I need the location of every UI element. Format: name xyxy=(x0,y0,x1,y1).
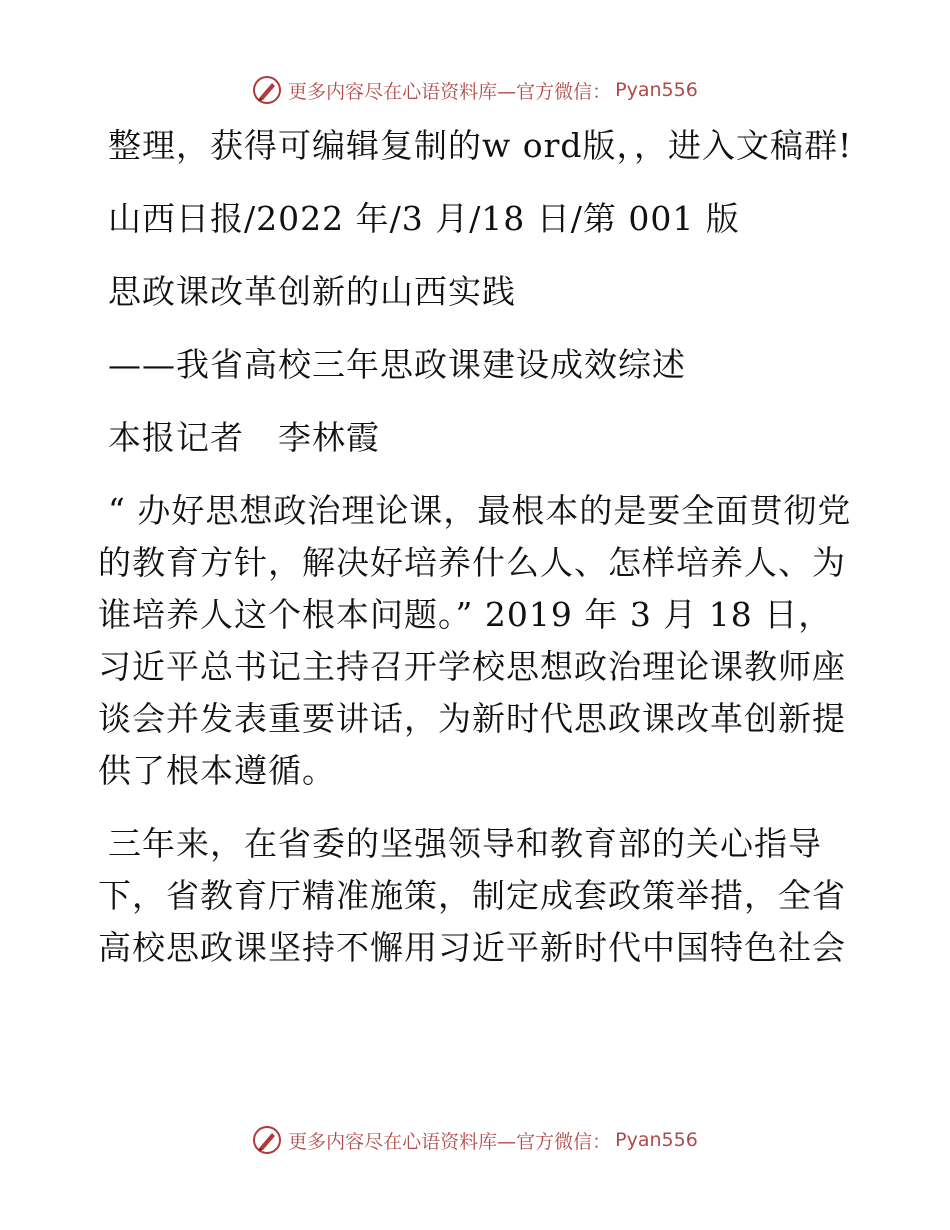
paragraph-quote: “ 办好思想政治理论课，最根本的是要全面贯彻党的教育方针，解决好培养什么人、怎样培养人、为谁培养人这个根本问题。” 2019 年 3 月 18 日，习近平总书记主持召开学校思想政治理论课教师座谈会并发表重要讲话，为新时代思政课改革创新提供了根本遵循。 xyxy=(98,491,852,790)
pen-logo-icon xyxy=(252,75,282,105)
header-banner xyxy=(0,70,950,110)
article-title: 思政课改革创新的山西实践 xyxy=(108,272,516,311)
footer-banner xyxy=(0,1120,950,1160)
paragraph-source: 山西日报/2022 年/3 月/18 日/第 001 版 xyxy=(108,199,740,238)
header-banner-id: Pyan556 xyxy=(615,79,698,101)
article-body xyxy=(98,120,858,995)
footer-banner-text: 更多内容尽在心语资料库—官方微信： xyxy=(288,1130,612,1153)
article-subtitle: ——我省高校三年思政课建设成效综述 xyxy=(108,345,686,384)
paragraph-body: 三年来，在省委的坚强领导和教育部的关心指导下，省教育厅精准施策，制定成套政策举措，全省高校思政课坚持不懈用习近平新时代中国特色社会 xyxy=(98,824,846,967)
paragraph-intro: 整理，获得可编辑复制的w ord版，，进入文稿群! xyxy=(108,126,853,165)
header-banner-text: 更多内容尽在心语资料库—官方微信： xyxy=(288,80,612,103)
pen-logo-icon xyxy=(252,1125,282,1155)
article-byline: 本报记者 李林霞 xyxy=(108,418,380,457)
footer-banner-id: Pyan556 xyxy=(615,1129,698,1151)
